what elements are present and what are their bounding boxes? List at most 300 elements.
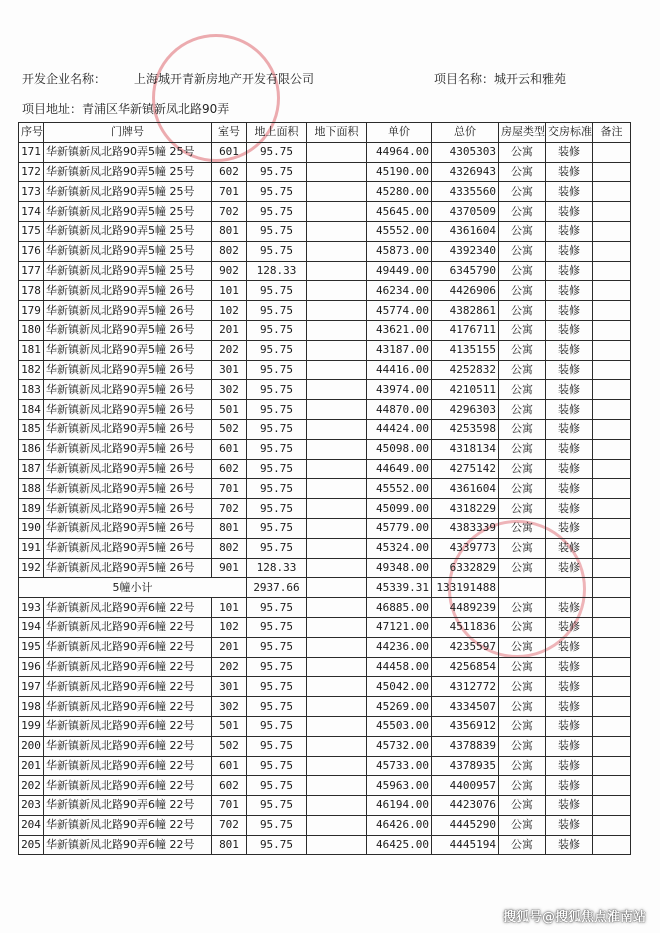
cell-unit-price: 45324.00: [367, 538, 432, 558]
cell-total-price: 6332829: [432, 558, 499, 578]
cell-under-area: [307, 558, 367, 578]
address-line: [22, 100, 229, 117]
table-row: [19, 756, 631, 776]
cell-delivery-standard: 装修: [546, 221, 593, 241]
cell-total-price: 4378839: [432, 736, 499, 756]
cell-no: 204: [19, 815, 44, 835]
cell-area: 95.75: [247, 756, 307, 776]
cell-total-price: 6345790: [432, 261, 499, 281]
cell-delivery-standard: 装修: [546, 241, 593, 261]
cell-total-price: 4370509: [432, 202, 499, 222]
cell-delivery-standard: 装修: [546, 598, 593, 618]
cell-house-type: 公寓: [499, 637, 546, 657]
cell-address: 华新镇新凤北路90弄6幢 22号: [44, 796, 212, 816]
cell-no: 178: [19, 281, 44, 301]
cell-house-type: 公寓: [499, 439, 546, 459]
cell-house-type: 公寓: [499, 320, 546, 340]
cell-unit-price: 49348.00: [367, 558, 432, 578]
cell-room: 601: [212, 142, 247, 162]
cell-area: 95.75: [247, 202, 307, 222]
cell-delivery-standard: 装修: [546, 835, 593, 855]
table-row: [19, 617, 631, 637]
cell-room: 301: [212, 360, 247, 380]
cell-address: 华新镇新凤北路90弄6幢 22号: [44, 835, 212, 855]
cell-note: [593, 637, 631, 657]
col-header-area: 地上面积: [247, 123, 307, 143]
cell-address: 华新镇新凤北路90弄5幢 26号: [44, 380, 212, 400]
subtotal-price: 45339.31: [367, 578, 432, 598]
cell-no: 199: [19, 716, 44, 736]
cell-total-price: 4334507: [432, 697, 499, 717]
cell-house-type: 公寓: [499, 340, 546, 360]
cell-area: 95.75: [247, 657, 307, 677]
cell-under-area: [307, 380, 367, 400]
cell-address: 华新镇新凤北路90弄6幢 22号: [44, 815, 212, 835]
cell-room: 901: [212, 558, 247, 578]
developer-label: 开发企业名称：: [22, 72, 107, 86]
cell-house-type: 公寓: [499, 518, 546, 538]
subtotal-label: 5幢小计: [19, 578, 247, 598]
watermark-text: 搜狐号@搜狐焦点淮南站: [502, 910, 646, 925]
cell-delivery-standard: 装修: [546, 380, 593, 400]
cell-room: 501: [212, 716, 247, 736]
cell-house-type: 公寓: [499, 598, 546, 618]
cell-area: 95.75: [247, 538, 307, 558]
cell-address: 华新镇新凤北路90弄5幢 25号: [44, 142, 212, 162]
cell-area: 95.75: [247, 221, 307, 241]
cell-delivery-standard: 装修: [546, 202, 593, 222]
cell-unit-price: 46885.00: [367, 598, 432, 618]
cell-area: 95.75: [247, 241, 307, 261]
cell-under-area: [307, 617, 367, 637]
cell-unit-price: 44964.00: [367, 142, 432, 162]
table-row: [19, 281, 631, 301]
cell-address: 华新镇新凤北路90弄5幢 26号: [44, 419, 212, 439]
cell-address: 华新镇新凤北路90弄6幢 22号: [44, 716, 212, 736]
cell-under-area: [307, 182, 367, 202]
col-header-note: 备注: [593, 123, 631, 143]
table-row: [19, 479, 631, 499]
cell-room: 502: [212, 736, 247, 756]
cell-note: [593, 320, 631, 340]
subtotal-under: [307, 578, 367, 598]
cell-unit-price: 44649.00: [367, 459, 432, 479]
cell-area: 95.75: [247, 815, 307, 835]
cell-under-area: [307, 677, 367, 697]
cell-delivery-standard: 装修: [546, 479, 593, 499]
cell-delivery-standard: 装修: [546, 162, 593, 182]
cell-no: 196: [19, 657, 44, 677]
address-value: 青浦区华新镇新凤北路90弄: [82, 102, 230, 116]
cell-area: 95.75: [247, 459, 307, 479]
cell-address: 华新镇新凤北路90弄5幢 26号: [44, 479, 212, 499]
cell-area: 95.75: [247, 400, 307, 420]
table-row: [19, 380, 631, 400]
table-row: [19, 459, 631, 479]
project-label: 项目名称：: [434, 72, 495, 86]
cell-area: 95.75: [247, 835, 307, 855]
table-subtotal: [19, 578, 631, 598]
cell-address: 华新镇新凤北路90弄6幢 22号: [44, 657, 212, 677]
cell-house-type: 公寓: [499, 657, 546, 677]
cell-under-area: [307, 815, 367, 835]
cell-unit-price: 45099.00: [367, 499, 432, 519]
cell-house-type: 公寓: [499, 479, 546, 499]
cell-under-area: [307, 538, 367, 558]
cell-note: [593, 518, 631, 538]
cell-house-type: 公寓: [499, 142, 546, 162]
cell-address: 华新镇新凤北路90弄5幢 26号: [44, 400, 212, 420]
cell-room: 701: [212, 479, 247, 499]
cell-note: [593, 281, 631, 301]
table-row: [19, 261, 631, 281]
cell-note: [593, 815, 631, 835]
cell-house-type: 公寓: [499, 558, 546, 578]
table-row: [19, 538, 631, 558]
cell-area: 95.75: [247, 776, 307, 796]
cell-note: [593, 835, 631, 855]
cell-area: 95.75: [247, 340, 307, 360]
cell-unit-price: 43974.00: [367, 380, 432, 400]
cell-room: 102: [212, 301, 247, 321]
col-header-addr: 门牌号: [44, 123, 212, 143]
subtotal-note: [593, 578, 631, 598]
cell-total-price: 4511836: [432, 617, 499, 637]
cell-no: 176: [19, 241, 44, 261]
cell-total-price: 4318229: [432, 499, 499, 519]
cell-area: 95.75: [247, 697, 307, 717]
cell-area: 95.75: [247, 142, 307, 162]
cell-no: 200: [19, 736, 44, 756]
cell-note: [593, 221, 631, 241]
cell-no: 192: [19, 558, 44, 578]
cell-no: 181: [19, 340, 44, 360]
cell-room: 702: [212, 815, 247, 835]
cell-area: 95.75: [247, 320, 307, 340]
cell-under-area: [307, 736, 367, 756]
cell-under-area: [307, 320, 367, 340]
cell-note: [593, 479, 631, 499]
cell-unit-price: 45774.00: [367, 301, 432, 321]
cell-total-price: 4361604: [432, 479, 499, 499]
cell-address: 华新镇新凤北路90弄5幢 26号: [44, 459, 212, 479]
cell-area: 95.75: [247, 301, 307, 321]
cell-area: 95.75: [247, 736, 307, 756]
cell-house-type: 公寓: [499, 400, 546, 420]
cell-note: [593, 439, 631, 459]
cell-unit-price: 45732.00: [367, 736, 432, 756]
cell-area: 95.75: [247, 360, 307, 380]
cell-no: 187: [19, 459, 44, 479]
cell-area: 95.75: [247, 479, 307, 499]
cell-total-price: 4326943: [432, 162, 499, 182]
cell-under-area: [307, 360, 367, 380]
table-header-row: [19, 123, 631, 143]
cell-address: 华新镇新凤北路90弄5幢 26号: [44, 558, 212, 578]
cell-unit-price: 45503.00: [367, 716, 432, 736]
cell-address: 华新镇新凤北路90弄5幢 26号: [44, 340, 212, 360]
cell-area: 95.75: [247, 637, 307, 657]
cell-no: 177: [19, 261, 44, 281]
cell-area: 95.75: [247, 380, 307, 400]
cell-house-type: 公寓: [499, 716, 546, 736]
cell-under-area: [307, 657, 367, 677]
cell-unit-price: 45269.00: [367, 697, 432, 717]
table-row: [19, 162, 631, 182]
cell-room: 101: [212, 281, 247, 301]
cell-total-price: 4445194: [432, 835, 499, 855]
cell-unit-price: 45098.00: [367, 439, 432, 459]
table-row: [19, 815, 631, 835]
subtotal-type: [499, 578, 546, 598]
cell-total-price: 4382861: [432, 301, 499, 321]
cell-total-price: 4296303: [432, 400, 499, 420]
cell-no: 172: [19, 162, 44, 182]
cell-room: 801: [212, 221, 247, 241]
cell-area: 95.75: [247, 439, 307, 459]
cell-note: [593, 459, 631, 479]
cell-unit-price: 43621.00: [367, 320, 432, 340]
cell-total-price: 4335560: [432, 182, 499, 202]
table-row: [19, 301, 631, 321]
cell-under-area: [307, 221, 367, 241]
cell-note: [593, 756, 631, 776]
cell-unit-price: 45190.00: [367, 162, 432, 182]
cell-note: [593, 776, 631, 796]
cell-house-type: 公寓: [499, 776, 546, 796]
cell-unit-price: 44236.00: [367, 637, 432, 657]
cell-no: 179: [19, 301, 44, 321]
cell-address: 华新镇新凤北路90弄5幢 26号: [44, 499, 212, 519]
cell-note: [593, 380, 631, 400]
cell-area: 95.75: [247, 716, 307, 736]
cell-total-price: 4252832: [432, 360, 499, 380]
table-row: [19, 776, 631, 796]
cell-house-type: 公寓: [499, 677, 546, 697]
table-row: [19, 835, 631, 855]
cell-address: 华新镇新凤北路90弄5幢 26号: [44, 281, 212, 301]
table-row: [19, 439, 631, 459]
cell-total-price: 4378935: [432, 756, 499, 776]
table-row: [19, 697, 631, 717]
cell-delivery-standard: 装修: [546, 677, 593, 697]
cell-house-type: 公寓: [499, 241, 546, 261]
cell-delivery-standard: 装修: [546, 617, 593, 637]
cell-under-area: [307, 598, 367, 618]
cell-address: 华新镇新凤北路90弄5幢 25号: [44, 241, 212, 261]
cell-delivery-standard: 装修: [546, 182, 593, 202]
cell-note: [593, 241, 631, 261]
cell-under-area: [307, 281, 367, 301]
project-line: [434, 70, 566, 87]
table-row: [19, 598, 631, 618]
cell-delivery-standard: 装修: [546, 281, 593, 301]
cell-room: 602: [212, 776, 247, 796]
cell-no: 180: [19, 320, 44, 340]
cell-delivery-standard: 装修: [546, 261, 593, 281]
cell-total-price: 4210511: [432, 380, 499, 400]
cell-address: 华新镇新凤北路90弄5幢 25号: [44, 261, 212, 281]
cell-house-type: 公寓: [499, 162, 546, 182]
cell-under-area: [307, 835, 367, 855]
cell-address: 华新镇新凤北路90弄5幢 25号: [44, 182, 212, 202]
table-row: [19, 558, 631, 578]
cell-total-price: 4356912: [432, 716, 499, 736]
subtotal-area: 2937.66: [247, 578, 307, 598]
cell-no: 183: [19, 380, 44, 400]
cell-room: 502: [212, 419, 247, 439]
cell-under-area: [307, 518, 367, 538]
col-header-under: 地下面积: [307, 123, 367, 143]
cell-house-type: 公寓: [499, 756, 546, 776]
cell-total-price: 4400957: [432, 776, 499, 796]
cell-delivery-standard: 装修: [546, 657, 593, 677]
cell-room: 302: [212, 697, 247, 717]
cell-room: 601: [212, 439, 247, 459]
cell-house-type: 公寓: [499, 261, 546, 281]
cell-note: [593, 558, 631, 578]
cell-total-price: 4275142: [432, 459, 499, 479]
table-row: [19, 202, 631, 222]
cell-house-type: 公寓: [499, 221, 546, 241]
cell-note: [593, 301, 631, 321]
cell-total-price: 4392340: [432, 241, 499, 261]
cell-total-price: 4445290: [432, 815, 499, 835]
cell-delivery-standard: 装修: [546, 815, 593, 835]
cell-delivery-standard: 装修: [546, 716, 593, 736]
cell-delivery-standard: 装修: [546, 459, 593, 479]
cell-address: 华新镇新凤北路90弄5幢 26号: [44, 518, 212, 538]
cell-unit-price: 49449.00: [367, 261, 432, 281]
cell-note: [593, 796, 631, 816]
cell-address: 华新镇新凤北路90弄5幢 26号: [44, 439, 212, 459]
cell-total-price: 4305303: [432, 142, 499, 162]
cell-room: 602: [212, 459, 247, 479]
cell-address: 华新镇新凤北路90弄5幢 25号: [44, 202, 212, 222]
table-row: [19, 637, 631, 657]
cell-unit-price: 46194.00: [367, 796, 432, 816]
cell-area: 95.75: [247, 162, 307, 182]
cell-under-area: [307, 796, 367, 816]
cell-unit-price: 46234.00: [367, 281, 432, 301]
cell-house-type: 公寓: [499, 459, 546, 479]
cell-area: 95.75: [247, 182, 307, 202]
cell-room: 702: [212, 499, 247, 519]
cell-room: 802: [212, 241, 247, 261]
table-row: [19, 677, 631, 697]
developer-value: 上海城开青新房地产开发有限公司: [134, 72, 315, 86]
cell-address: 华新镇新凤北路90弄5幢 25号: [44, 221, 212, 241]
table-row: [19, 796, 631, 816]
cell-no: 182: [19, 360, 44, 380]
table-row: [19, 182, 631, 202]
cell-room: 202: [212, 340, 247, 360]
cell-delivery-standard: 装修: [546, 419, 593, 439]
cell-no: 201: [19, 756, 44, 776]
cell-house-type: 公寓: [499, 419, 546, 439]
cell-note: [593, 202, 631, 222]
cell-under-area: [307, 241, 367, 261]
cell-delivery-standard: 装修: [546, 756, 593, 776]
cell-room: 602: [212, 162, 247, 182]
cell-unit-price: 46425.00: [367, 835, 432, 855]
col-header-total: 总价: [432, 123, 499, 143]
cell-area: 95.75: [247, 796, 307, 816]
cell-under-area: [307, 301, 367, 321]
cell-under-area: [307, 479, 367, 499]
cell-delivery-standard: 装修: [546, 340, 593, 360]
cell-no: 174: [19, 202, 44, 222]
cell-under-area: [307, 716, 367, 736]
cell-room: 201: [212, 637, 247, 657]
cell-no: 191: [19, 538, 44, 558]
cell-area: 95.75: [247, 677, 307, 697]
cell-unit-price: 45963.00: [367, 776, 432, 796]
cell-unit-price: 44416.00: [367, 360, 432, 380]
cell-delivery-standard: 装修: [546, 439, 593, 459]
cell-house-type: 公寓: [499, 815, 546, 835]
cell-address: 华新镇新凤北路90弄6幢 22号: [44, 637, 212, 657]
cell-house-type: 公寓: [499, 538, 546, 558]
cell-house-type: 公寓: [499, 182, 546, 202]
subtotal-total: 133191488: [432, 578, 499, 598]
cell-address: 华新镇新凤北路90弄6幢 22号: [44, 776, 212, 796]
cell-no: 175: [19, 221, 44, 241]
cell-area: 128.33: [247, 261, 307, 281]
cell-under-area: [307, 261, 367, 281]
cell-no: 189: [19, 499, 44, 519]
cell-address: 华新镇新凤北路90弄6幢 22号: [44, 756, 212, 776]
table-row: [19, 657, 631, 677]
cell-no: 186: [19, 439, 44, 459]
cell-delivery-standard: 装修: [546, 776, 593, 796]
cell-total-price: 4489239: [432, 598, 499, 618]
cell-unit-price: 45042.00: [367, 677, 432, 697]
cell-under-area: [307, 697, 367, 717]
table-row: [19, 360, 631, 380]
cell-total-price: 4312772: [432, 677, 499, 697]
cell-delivery-standard: 装修: [546, 400, 593, 420]
cell-address: 华新镇新凤北路90弄5幢 26号: [44, 301, 212, 321]
cell-no: 184: [19, 400, 44, 420]
col-header-no: 序号: [19, 123, 44, 143]
table-row: [19, 499, 631, 519]
cell-under-area: [307, 142, 367, 162]
cell-house-type: 公寓: [499, 301, 546, 321]
table-body-building-5: [19, 142, 631, 578]
cell-delivery-standard: 装修: [546, 796, 593, 816]
cell-total-price: 4253598: [432, 419, 499, 439]
cell-room: 301: [212, 677, 247, 697]
cell-house-type: 公寓: [499, 499, 546, 519]
cell-under-area: [307, 419, 367, 439]
table-row: [19, 320, 631, 340]
cell-room: 201: [212, 320, 247, 340]
col-header-price: 单价: [367, 123, 432, 143]
table-row: [19, 400, 631, 420]
cell-delivery-standard: 装修: [546, 301, 593, 321]
cell-under-area: [307, 776, 367, 796]
cell-under-area: [307, 459, 367, 479]
cell-total-price: 4256854: [432, 657, 499, 677]
cell-no: 190: [19, 518, 44, 538]
cell-note: [593, 261, 631, 281]
cell-room: 702: [212, 202, 247, 222]
cell-room: 902: [212, 261, 247, 281]
cell-address: 华新镇新凤北路90弄6幢 22号: [44, 598, 212, 618]
table-row: [19, 142, 631, 162]
cell-house-type: 公寓: [499, 697, 546, 717]
